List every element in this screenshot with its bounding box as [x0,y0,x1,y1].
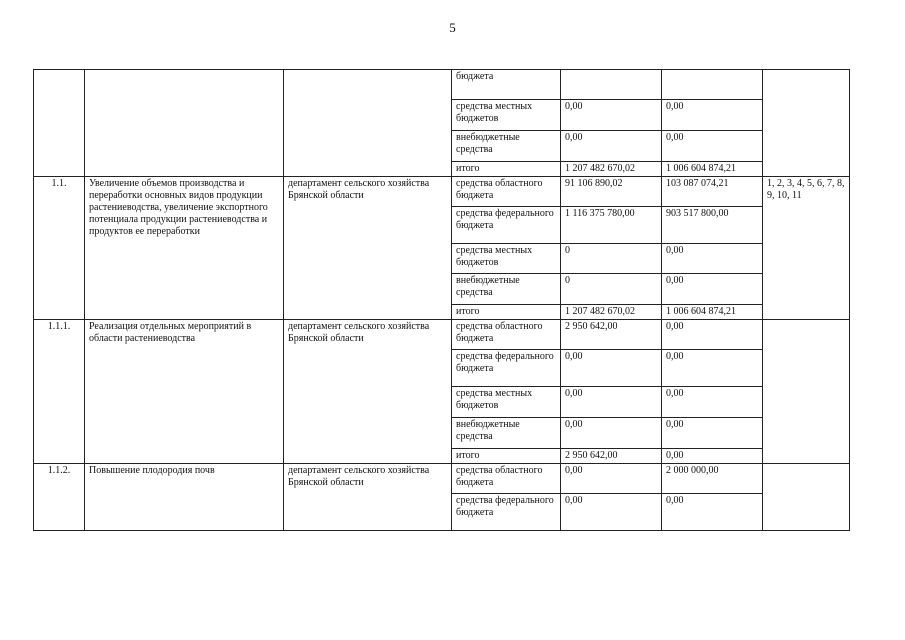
cell-amount-year2: 0,00 [662,244,763,274]
cell-amount-year1: 0,00 [561,464,662,494]
cell-source: средства федерального бюджета [452,207,561,244]
table-row [34,464,850,494]
table-row [34,70,850,100]
cell-source: средства федерального бюджета [452,350,561,387]
cell-amount-year1: 2 950 642,00 [561,320,662,350]
cell-name: Реализация отдельных мероприятий в области растениеводства [85,320,284,464]
cell-source: средства областного бюджета [452,464,561,494]
cell-indicators [763,70,850,177]
cell-amount-year1: 2 950 642,00 [561,449,662,464]
cell-source: внебюджетные средства [452,131,561,162]
cell-source: средства местных бюджетов [452,387,561,418]
cell-source: средства федерального бюджета [452,494,561,531]
page-number: 5 [449,20,456,35]
cell-source: средства областного бюджета [452,320,561,350]
cell-amount-year1: 0,00 [561,350,662,387]
cell-executor: департамент сельского хозяйства Брянской области [284,320,452,464]
cell-indicators: 1, 2, 3, 4, 5, 6, 7, 8, 9, 10, 11 [763,177,850,320]
cell-num: 1.1.1. [34,320,85,464]
cell-amount-year1: 1 207 482 670,02 [561,305,662,320]
table-row [34,320,850,350]
cell-source: итого [452,305,561,320]
cell-num: 1.1.2. [34,464,85,531]
cell-amount-year1: 1 207 482 670,02 [561,162,662,177]
cell-amount-year2: 0,00 [662,387,763,418]
cell-indicators [763,320,850,464]
cell-amount-year2: 1 006 604 874,21 [662,162,763,177]
cell-source: бюджета [452,70,561,100]
cell-amount-year2: 0,00 [662,320,763,350]
cell-amount-year1: 1 116 375 780,00 [561,207,662,244]
cell-amount-year2: 0,00 [662,449,763,464]
cell-name: Повышение плодородия почв [85,464,284,531]
cell-amount-year2: 0,00 [662,418,763,449]
cell-amount-year1: 0 [561,244,662,274]
cell-amount-year1: 0 [561,274,662,305]
budget-table [33,69,850,531]
cell-amount-year1: 0,00 [561,418,662,449]
cell-amount-year1: 0,00 [561,494,662,531]
cell-amount-year2: 0,00 [662,131,763,162]
cell-amount-year2: 1 006 604 874,21 [662,305,763,320]
cell-amount-year2 [662,70,763,100]
cell-name [85,70,284,177]
cell-amount-year2: 903 517 800,00 [662,207,763,244]
cell-source: внебюджетные средства [452,274,561,305]
cell-source: итого [452,162,561,177]
cell-amount-year2: 2 000 000,00 [662,464,763,494]
cell-amount-year1: 91 106 890,02 [561,177,662,207]
cell-executor: департамент сельского хозяйства Брянской области [284,177,452,320]
table-row [34,177,850,207]
cell-amount-year2: 0,00 [662,274,763,305]
cell-amount-year1: 0,00 [561,100,662,131]
cell-amount-year1: 0,00 [561,131,662,162]
cell-amount-year2: 0,00 [662,494,763,531]
cell-num: 1.1. [34,177,85,320]
cell-source: средства областного бюджета [452,177,561,207]
cell-amount-year1 [561,70,662,100]
cell-source: средства местных бюджетов [452,100,561,131]
cell-amount-year2: 0,00 [662,350,763,387]
cell-source: итого [452,449,561,464]
cell-num [34,70,85,177]
cell-amount-year2: 103 087 074,21 [662,177,763,207]
cell-source: средства местных бюджетов [452,244,561,274]
cell-source: внебюджетные средства [452,418,561,449]
cell-executor: департамент сельского хозяйства Брянской области [284,464,452,531]
cell-amount-year2: 0,00 [662,100,763,131]
cell-amount-year1: 0,00 [561,387,662,418]
cell-name: Увеличение объемов производства и переработки основных видов продукции растениеводства, увеличение экспортного потенциала продукции растениеводства и продуктов ее переработки [85,177,284,320]
cell-indicators [763,464,850,531]
cell-executor [284,70,452,177]
